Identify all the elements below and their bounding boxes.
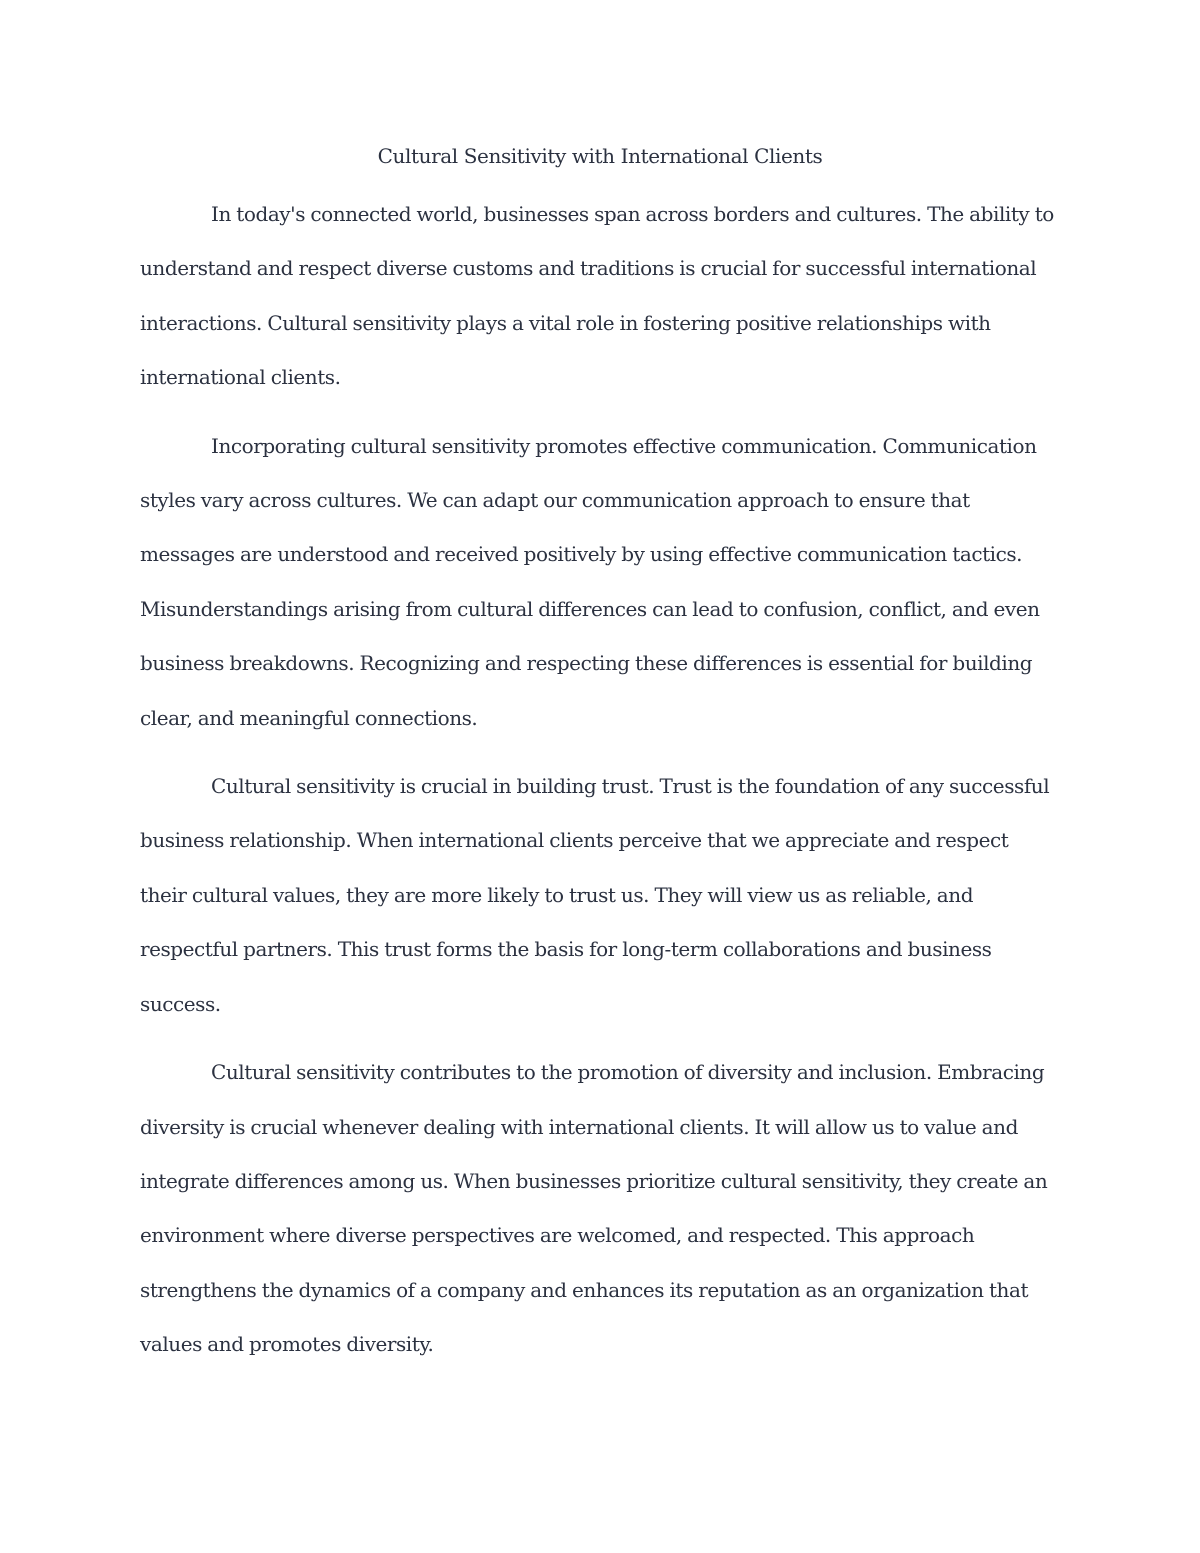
paragraph-intro: In today's connected world, businesses span across borders and cultures. The ability to understand and respect diverse customs and traditions is crucial for successful international interactions. Cultural sensitivity plays a vital role in fostering positive relationships with international clients. (140, 202, 1054, 390)
paragraph-trust: Cultural sensitivity is crucial in building trust. Trust is the foundation of any successful business relationship. When international clients perceive that we appreciate and respect their cultural values, they are more likely to trust us. They will view us as reliable, and respectful partners. This trust forms the basis for long-term collaborations and business success. (140, 774, 1050, 1016)
paragraph-diversity: Cultural sensitivity contributes to the promotion of diversity and inclusion. Embracing diversity is crucial whenever dealing with international clients. It will allow us to value and integrate differences among us. When businesses prioritize cultural sensitivity, they create an environment where diverse perspectives are welcomed, and respected. This approach strengthens the dynamics of a company and enhances its reputation as an organization that values and promotes diversity. (140, 1060, 1048, 1357)
paragraph-communication: Incorporating cultural sensitivity promotes effective communication. Communication styles vary across cultures. We can adapt our communication approach to ensure that messages are understood and received positively by using effective communication tactics. Misunderstandings arising from cultural differences can lead to confusion, conflict, and even business breakdowns. Recognizing and respecting these differences is essential for building clear, and meaningful connections. (140, 433, 1040, 730)
document-title: Cultural Sensitivity with International Clients (377, 144, 823, 168)
